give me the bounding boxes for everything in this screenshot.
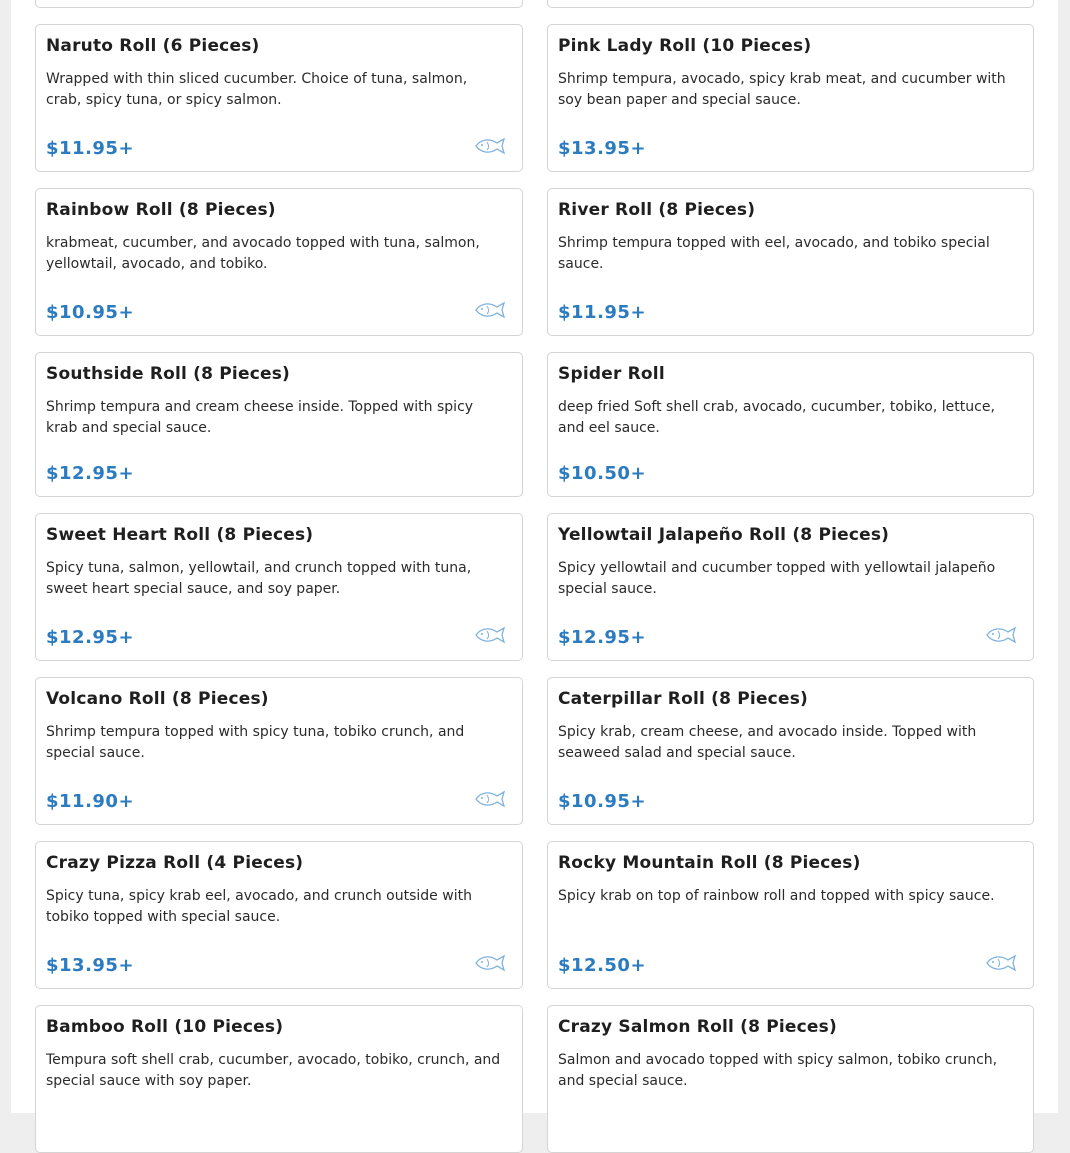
item-price: $12.95+ — [46, 627, 135, 648]
item-name: Bamboo Roll (10 Pieces) — [46, 1017, 284, 1037]
menu-item-card[interactable] — [35, 841, 523, 989]
item-price: $11.95+ — [558, 302, 647, 323]
item-description: krabmeat, cucumber, and avocado topped with tuna, salmon, yellowtail, avocado, and tobiko. — [46, 235, 480, 272]
item-description: Spicy tuna, salmon, yellowtail, and crunch topped with tuna, sweet heart special sauce, and soy paper. — [46, 560, 472, 597]
menu-item-card-partial[interactable] — [547, 0, 1034, 8]
menu-item-card[interactable] — [547, 513, 1034, 661]
item-description: Spicy krab, cream cheese, and avocado inside. Topped with seaweed salad and special sauce. — [558, 724, 977, 761]
item-name: Yellowtail Jalapeño Roll (8 Pieces) — [558, 525, 890, 545]
fish-icon — [474, 954, 506, 972]
item-name: Pink Lady Roll (10 Pieces) — [558, 36, 812, 56]
fish-icon — [985, 954, 1017, 972]
item-price: $11.90+ — [46, 791, 135, 812]
menu-item-card[interactable] — [35, 188, 523, 336]
item-description: Wrapped with thin sliced cucumber. Choice of tuna, salmon, crab, spicy tuna, or spicy salmon. — [46, 71, 468, 108]
item-price: $10.95+ — [558, 791, 647, 812]
menu-item-card[interactable] — [547, 1005, 1034, 1153]
item-price: $10.95+ — [46, 302, 135, 323]
item-name: Naruto Roll (6 Pieces) — [46, 36, 260, 56]
fish-icon — [474, 626, 506, 644]
menu-item-card[interactable] — [35, 352, 523, 497]
menu-item-card[interactable] — [35, 24, 523, 172]
item-name: Sweet Heart Roll (8 Pieces) — [46, 525, 314, 545]
item-name: Southside Roll (8 Pieces) — [46, 364, 290, 384]
item-price: $13.95+ — [46, 955, 135, 976]
menu-item-card[interactable] — [35, 513, 523, 661]
item-name: Rocky Mountain Roll (8 Pieces) — [558, 853, 861, 873]
item-name: Spider Roll — [558, 364, 665, 384]
item-description: Shrimp tempura and cream cheese inside. Topped with spicy krab and special sauce. — [46, 399, 474, 436]
item-description: Salmon and avocado topped with spicy salmon, tobiko crunch, and special sauce. — [558, 1052, 998, 1089]
menu-item-card[interactable] — [35, 1005, 523, 1153]
menu-item-card[interactable] — [547, 841, 1034, 989]
item-description: Shrimp tempura topped with eel, avocado, and tobiko special sauce. — [558, 235, 990, 272]
item-description: Spicy krab on top of rainbow roll and topped with spicy sauce. — [558, 888, 995, 904]
item-name: Crazy Pizza Roll (4 Pieces) — [46, 853, 304, 873]
item-price: $12.95+ — [46, 463, 135, 484]
menu-item-card[interactable] — [547, 188, 1034, 336]
item-description: deep fried Soft shell crab, avocado, cucumber, tobiko, lettuce, and eel sauce. — [558, 399, 995, 436]
item-price: $12.50+ — [558, 955, 647, 976]
fish-icon — [985, 626, 1017, 644]
item-price: $11.95+ — [46, 138, 135, 159]
menu-item-card[interactable] — [547, 24, 1034, 172]
item-description: Spicy yellowtail and cucumber topped with yellowtail jalapeño special sauce. — [558, 560, 996, 597]
item-name: Volcano Roll (8 Pieces) — [46, 689, 269, 709]
fish-icon — [474, 790, 506, 808]
menu-item-card[interactable] — [35, 677, 523, 825]
item-name: Caterpillar Roll (8 Pieces) — [558, 689, 808, 709]
item-description: Tempura soft shell crab, cucumber, avocado, tobiko, crunch, and special sauce with soy paper. — [46, 1052, 501, 1089]
fish-icon — [474, 301, 506, 319]
item-price: $13.95+ — [558, 138, 647, 159]
item-description: Shrimp tempura topped with spicy tuna, tobiko crunch, and special sauce. — [46, 724, 465, 761]
item-name: Rainbow Roll (8 Pieces) — [46, 200, 276, 220]
menu-grid — [35, 0, 1034, 1153]
menu-item-card-partial[interactable] — [35, 0, 523, 8]
item-name: River Roll (8 Pieces) — [558, 200, 756, 220]
menu-page — [11, 0, 1058, 1113]
menu-item-card[interactable] — [547, 352, 1034, 497]
item-price: $10.50+ — [558, 463, 647, 484]
fish-icon — [474, 137, 506, 155]
item-description: Spicy tuna, spicy krab eel, avocado, and crunch outside with tobiko topped with special sauce. — [46, 888, 472, 925]
menu-item-card[interactable] — [547, 677, 1034, 825]
item-price: $12.95+ — [558, 627, 647, 648]
item-name: Crazy Salmon Roll (8 Pieces) — [558, 1017, 837, 1037]
item-description: Shrimp tempura, avocado, spicy krab meat, and cucumber with soy bean paper and special sauce. — [558, 71, 1006, 108]
